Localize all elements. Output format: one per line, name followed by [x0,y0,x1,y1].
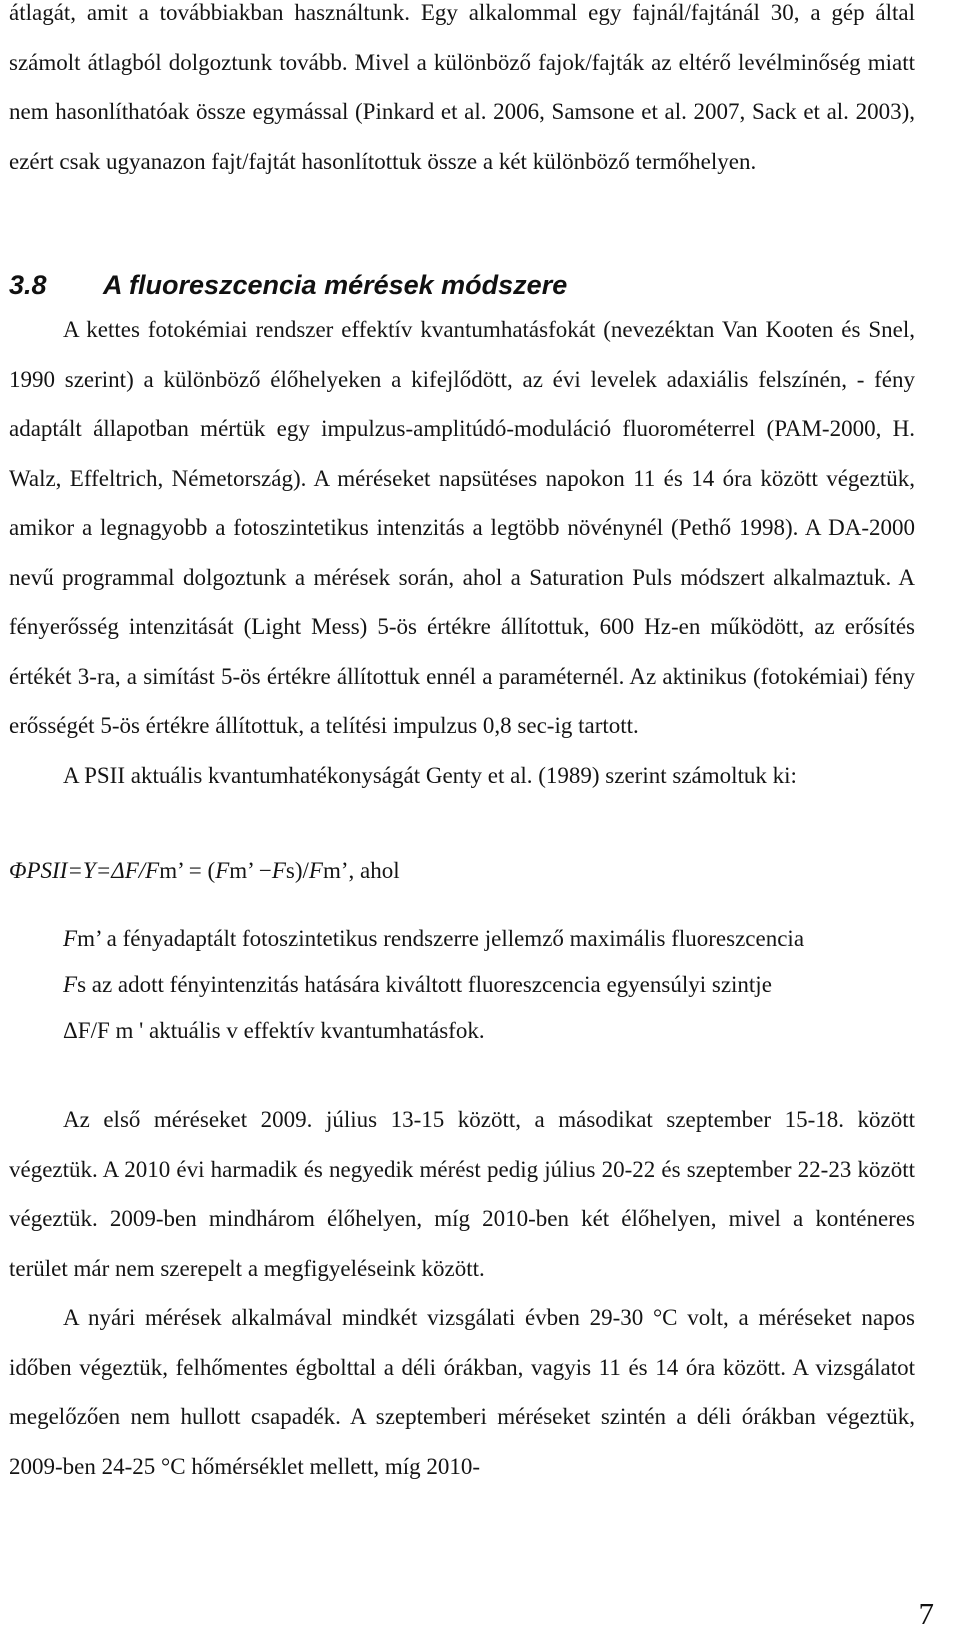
formula-definitions [63,916,923,1054]
definition-fm-symbol: F [63,926,78,951]
formula-f3: F [308,858,323,883]
definition-delta [63,1008,923,1054]
formula-s1: s)/ [285,858,309,883]
formula-tail: m’, ahol [322,858,400,883]
intro-paragraph [9,0,915,186]
section-title: A fluoreszcencia mérések módszere [103,270,568,300]
methods-paragraph-1: A kettes fotokémiai rendszer effektív kvantumhatásfokát (nevezéktan Van Kooten és Snel, 1990 szerint) a különböző élőhelyeken a kifejlődött, az évi levelek adaxiális felszínén, - fény adaptált állapotban mértük egy impulzus-amplitúdó-moduláció fluorométerrel (PAM-2000, H. Walz, Effeltrich, Németország). A méréseket napsütéses napokon 11 és 14 óra között végeztük, amikor a legnagyobb a fotoszintetikus intenzitás a legtöbb növénynél (Pethő 1998). A DA-2000 nevű programmal dolgoztunk a mérések során, ahol a Saturation Puls módszert alkalmaztuk. A fényerősség intenzitását (Light Mess) 5-ös értékre állítottuk, 600 Hz-en működött, az erősítés értékét 3-ra, a simítást 5-ös értékre állítottuk ennél a paraméternél. Az aktinikus (fotokémiai) fény erősségét 5-ös értékre állítottuk, a telítési impulzus 0,8 sec-ig tartott. [9,317,915,738]
definition-delta-text: ΔF/F m ' aktuális v effektív kvantumhatásfok. [63,1018,485,1043]
formula-mid: m’ = ( [159,858,216,883]
measurements-paragraph-2: A nyári mérések alkalmával mindkét vizsgálati évben 29-30 °C volt, a méréseket napos időben végeztük, felhőmentes égbolttal a déli órákban, vagyis 11 és 14 óra között. A vizsgálatot megelőzően nem hullott csapadék. A szeptemberi méréseket szintén a déli órákban végeztük, 2009-ben 24-25 °C hőmérséklet mellett, míg 2010- [9,1305,915,1479]
definition-fs [63,962,923,1008]
page-number: 7 [918,1596,934,1631]
methods-block [9,305,915,800]
formula-m1: m’ − [229,858,272,883]
section-number: 3.8 [9,270,47,300]
definition-fm [63,916,923,962]
measurements-block [9,1095,915,1491]
formula-f1: F [215,858,230,883]
intro-text: átlagát, amit a továbbiakban használtunk. Egy alkalommal egy fajnál/fajtánál 30, a gép által számolt átlagból dolgoztunk tovább. Mivel a különböző fajok/fajták az eltérő levélminőség miatt nem hasonlíthatóak össze egymással (Pinkard et al. 2006, Samsone et al. 2007, Sack et al. 2003), ezért csak ugyanazon fajt/fajtát hasonlítottuk össze a két különböző termőhelyen. [9,0,915,174]
definition-fs-symbol: F [63,972,78,997]
measurements-paragraph-1: Az első méréseket 2009. július 13-15 között, a másodikat szeptember 15-18. között végeztük. A 2010 évi harmadik és negyedik mérést pedig július 20-22 és szeptember 22-23 között végeztük. 2009-ben mindhárom élőhelyen, míg 2010-ben két élőhelyen, mivel a konténeres terület már nem szerepelt a megfigyeléseink között. [9,1107,915,1281]
methods-paragraph-2: A PSII aktuális kvantumhatékonyságát Genty et al. (1989) szerint számoltuk ki: [63,762,797,788]
psii-formula [9,849,400,893]
formula-lhs: ΦPSII=Y=ΔF/F [9,858,160,883]
definition-fs-text: s az adott fényintenzitás hatására kiváltott fluoreszcencia egyensúlyi szintje [77,972,772,997]
definition-fm-text: m’ a fényadaptált fotoszintetikus rendszerre jellemző maximális fluoreszcencia [77,926,805,951]
section-heading [9,263,915,307]
formula-f2: F [271,858,286,883]
